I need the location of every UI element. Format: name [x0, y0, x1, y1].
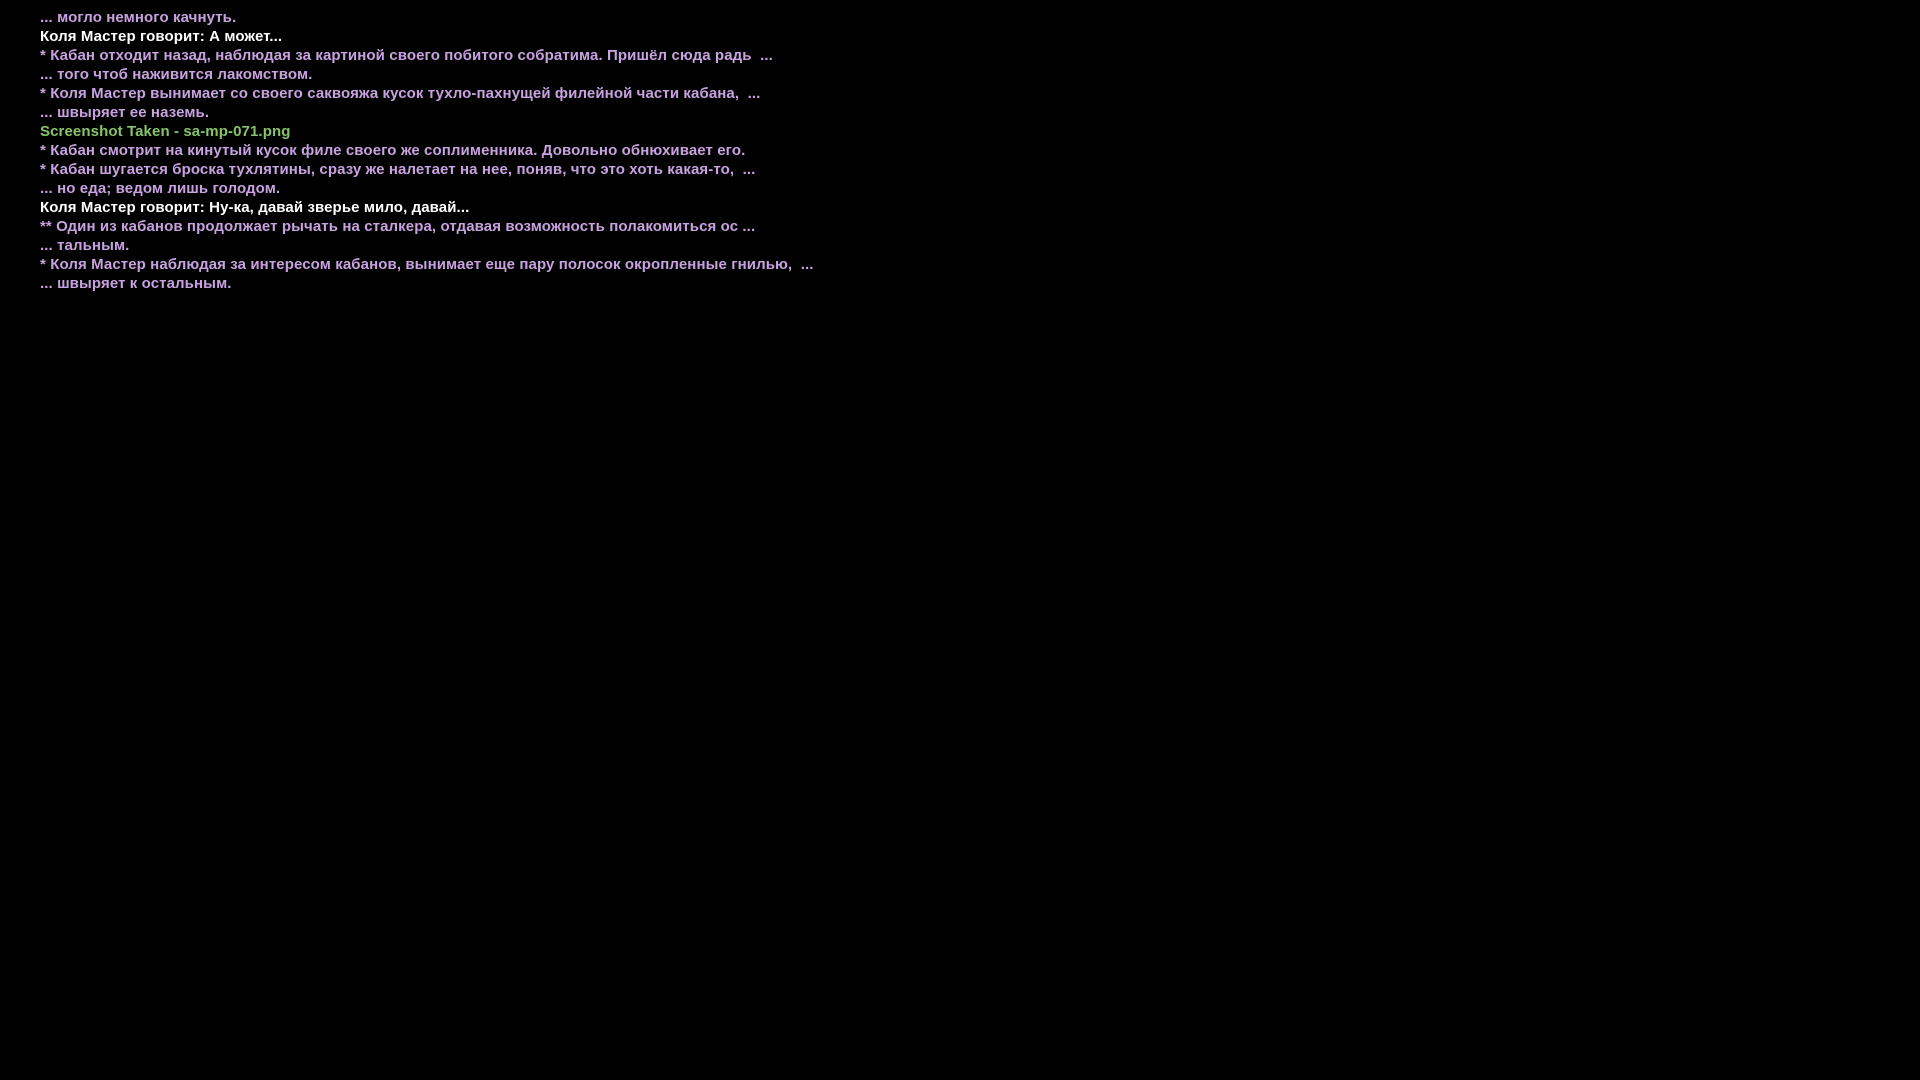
chat-line: ... могло немного качнуть.	[40, 9, 237, 26]
chat-line: ** Один из кабанов продолжает рычать на сталкера, отдавая возможность полакомиться ос ...	[40, 218, 756, 235]
chat-log	[40, 8, 1240, 293]
chat-line: ... но еда; ведом лишь голодом.	[40, 180, 281, 197]
chat-line: ... швыряет к остальным.	[40, 275, 232, 292]
chat-line: * Кабан отходит назад, наблюдая за картиной своего побитого собратима. Пришёл сюда радь ...	[40, 47, 773, 64]
chat-line: ... того чтоб наживится лакомством.	[40, 66, 313, 83]
chat-line: * Коля Мастер наблюдая за интересом кабанов, вынимает еще пару полосок окропленные гнилью, ...	[40, 256, 814, 273]
chat-line: Screenshot Taken - sa-mp-071.png	[40, 123, 291, 140]
chat-line: Коля Мастер говорит: Ну-ка, давай зверье мило, давай...	[40, 199, 470, 216]
chat-line: * Кабан смотрит на кинутый кусок филе своего же соплименника. Довольно обнюхивает его.	[40, 142, 746, 159]
chat-line: Коля Мастер говорит: А может...	[40, 28, 283, 45]
chat-line: ... тальным.	[40, 237, 130, 254]
chat-line: * Кабан шугается броска тухлятины, сразу же налетает на нее, поняв, что это хоть какая-то, ...	[40, 161, 756, 178]
chat-line: * Коля Мастер вынимает со своего саквояжа кусок тухло-пахнущей филейной части кабана, ...	[40, 85, 761, 102]
chat-line: ... швыряет ее наземь.	[40, 104, 210, 121]
